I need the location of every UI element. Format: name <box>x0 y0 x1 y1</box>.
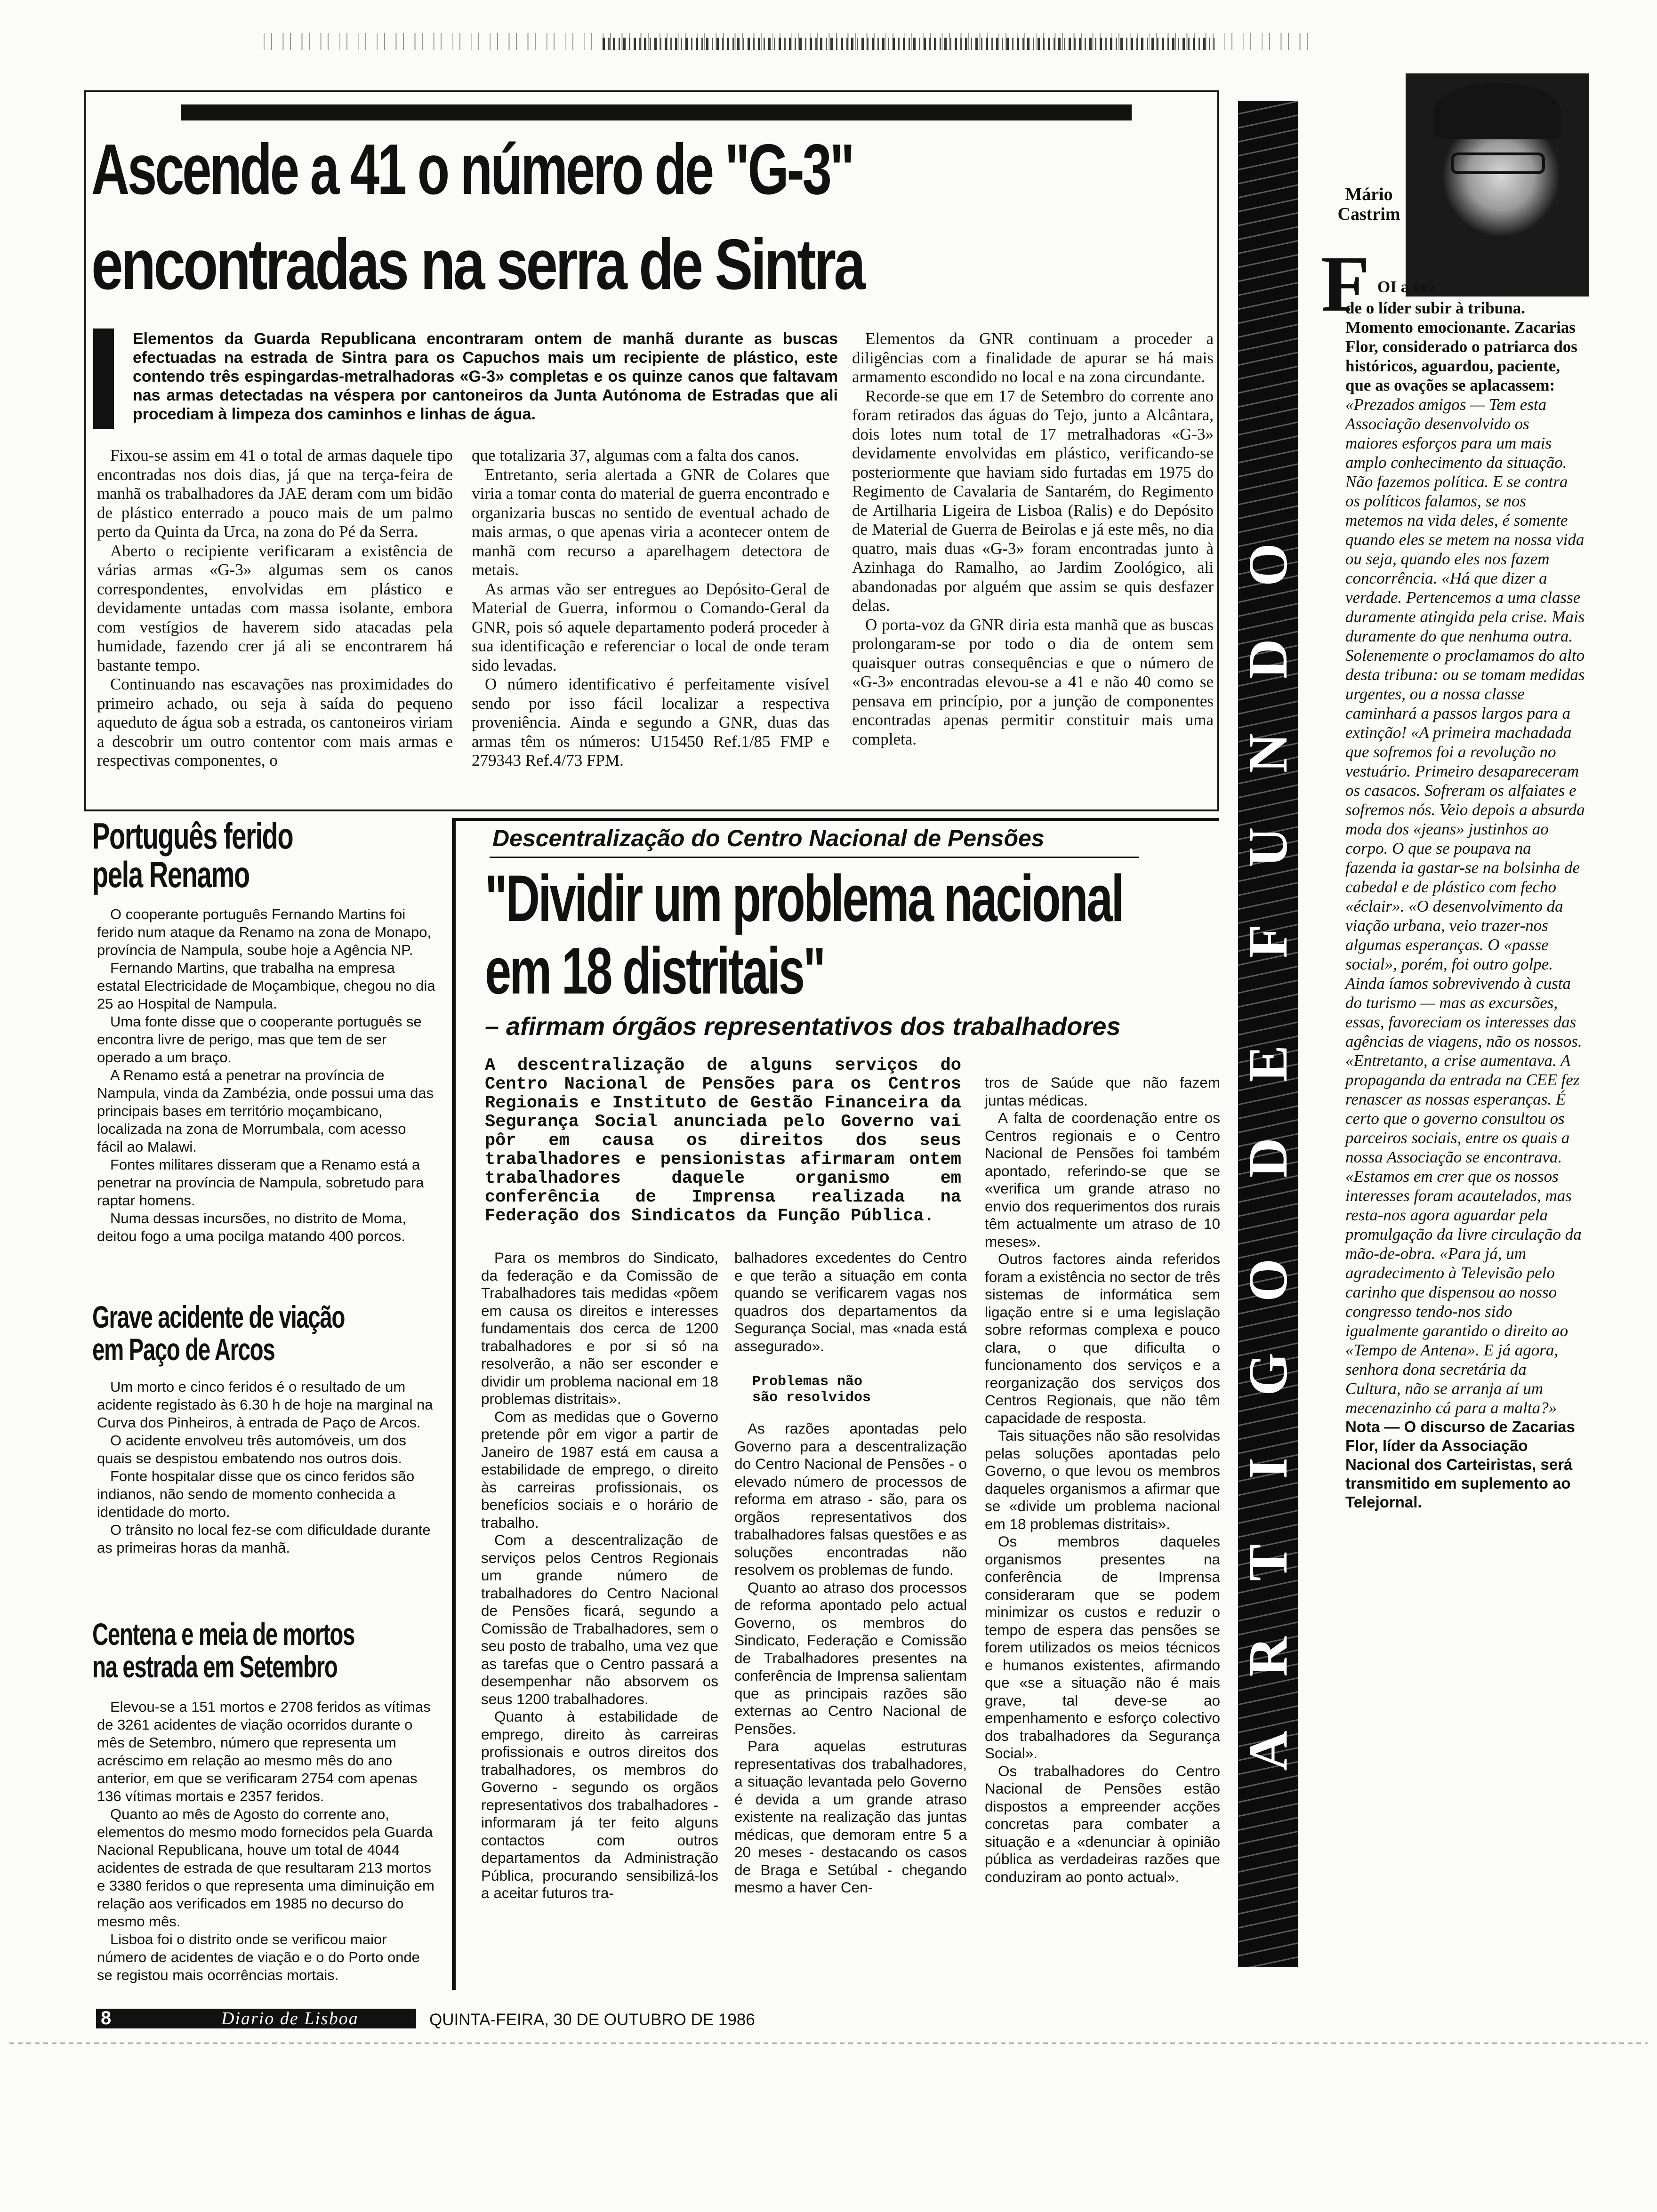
vertical-label-letter: T <box>1237 1544 1299 1581</box>
brief3-p1: Elevou-se a 151 mortos e 2708 feridos as vítimas de 3261 acidentes de viação ocorridos durante o mês de Setembro, número que representa um acréscimo em relação ao mesmo mês do ano anterior, em que se verificaram 2754 com apenas 136 vítimas mortais e 2357 feridos. <box>97 1699 431 1804</box>
brief2-p2: O acidente envolveu três automóveis, um dos quais se despistou embatendo nos outros dois. <box>97 1432 406 1467</box>
brief3-p3: Lisboa foi o distrito onde se verificou maior número de acidentes de viação e o do Porto onde se registou mais ocorrências mortais. <box>97 1931 420 1983</box>
author-photo <box>1406 73 1589 297</box>
author-photo-glasses <box>1451 152 1545 174</box>
vertical-label-letter: D <box>1237 1138 1299 1178</box>
column-first-line: OI a vez <box>1377 278 1436 296</box>
vertical-label-letter: I <box>1237 1458 1299 1479</box>
vertical-label-letter: O <box>1237 543 1299 586</box>
pension-col1-p3: Com a descentralização de serviços pelos Centros Regionais um grande número de trabalhadores do Centro Nacional de Pensões ficará, segundo a Comissão de Trabalhadores, sem o seu posto de trabalho, uma vez que as tarefas que o Centro passará a desempenhar não absorvem os seus 1200 trabalhadores. <box>481 1531 718 1707</box>
lead-side-bar <box>93 329 114 429</box>
brief3-body <box>97 1698 436 1984</box>
pension-col2-p4: Para aquelas estruturas representativas dos trabalhadores, a situação levantada pelo Governo é devida a um grande atraso existente na realização das juntas médicas, que demoram entre 5 a 20 meses - destacando os casos de Braga e Setúbal - chegando mesmo a haver Cen- <box>734 1738 967 1896</box>
vertical-label-letter: G <box>1237 1353 1299 1396</box>
pension-kicker: Descentralização do Centro Nacional de Pensões <box>492 825 1045 851</box>
brief2-body <box>97 1378 436 1557</box>
main-headline-line2: encontradas na serra de Sintra <box>91 224 864 305</box>
main-article-top-bar <box>181 104 1132 120</box>
pension-lead <box>485 1056 961 1226</box>
pension-subhead-line1: Problemas não <box>752 1374 863 1390</box>
brief1-p2: Fernando Martins, que trabalha na empresa estatal Electricidade de Moçambique, chegou no dia 25 ao Hospital de Nampula. <box>97 960 435 1012</box>
brief2-title <box>92 1301 345 1366</box>
brief1-p3: Uma fonte disse que o cooperante português se encontra livre de perigo, mas que tem de ser operado a um braço. <box>97 1013 422 1066</box>
main-col3-p3: O porta-voz da GNR diria esta manhã que as buscas prolongaram-se por todo o dia de ontem sem quaisquer outras consequências e que o número de «G-3» encontradas elevou-se a 41 e não 40 como se pensava em princípio, por a junção de componentes encontradas apenas permitir constituir mais uma completa. <box>852 615 1214 748</box>
pension-col1-p1: Para os membros do Sindicato, da federação e da Comissão de Trabalhadores tais medidas «põem em causa os direitos e interesses fundamentais dos cerca de 1200 trabalhadores e por si só na resolverão, a não ser esconder e dividir um problema nacional em 18 problemas distritais». <box>481 1249 718 1407</box>
pension-col2-p3: Quanto ao atraso dos processos de reforma apontado pelo actual Governo, os membros do Sindicato, Federação e Comissão de Trabalhadores presentes na conferência de Imprensa salientam que as principais razões são externas ao Centro Nacional de Pensões. <box>734 1579 967 1737</box>
brief2-p4: O trânsito no local fez-se com dificuldade durante as primeiras horas da manhã. <box>97 1522 431 1556</box>
brief1-title-line1: Português ferido <box>92 815 293 857</box>
column-note: Nota — O discurso de Zacarias Flor, líder da Associação Nacional dos Carteiristas, será transmitido em suplemento ao Telejornal. <box>1345 1418 1575 1511</box>
pension-col3-p6: Os trabalhadores do Centro Nacional de Pensões estão dispostos a empreender acções concretas para combater a situação e a «denunciar à opinião pública as verdadeiras razões que conduziram ao ponto actual». <box>985 1762 1220 1885</box>
author-photo-hair <box>1434 83 1561 139</box>
pension-col2-p2: As razões apontadas pelo Governo para a descentralização do Centro Nacional de Pensões - o elevado número de processos de reforma em atraso - são, para os orgãos representativos dos trabalhadores falsas questões e as soluções encontradas não resolvem os problemas de fundo. <box>734 1420 967 1578</box>
pension-col1-p2: Com as medidas que o Governo pretende pôr em vigor a partir de Janeiro de 1987 está em causa a estabilidade de emprego, o direito às carreiras profissionais, os benefícios sociais e o horário de trabalho. <box>481 1408 718 1531</box>
main-col2-p1: que totalizaria 37, algumas com a falta dos canos. <box>472 446 799 465</box>
vertical-label-letter: E <box>1237 1045 1299 1082</box>
main-col1-p3: Continuando nas escavações nas proximidades do primeiro achado, ou seja à saída do pequeno aqueduto de água sob a estrada, os cantoneiros viriam a descobrir um outro contentor com mais armas e respectivas componentes, o <box>97 675 453 769</box>
pension-subhead <box>734 1374 967 1406</box>
author-name <box>1336 184 1402 224</box>
brief1-p1: O cooperante português Fernando Martins foi ferido num ataque da Renamo na zona de Monapo, província de Nampula, soube hoje a Agência NP. <box>97 906 432 958</box>
main-headline-line1: Ascende a 41 o número de "G-3" <box>91 129 853 209</box>
pension-subtitle: – afirmam órgãos representativos dos trabalhadores <box>485 1012 1121 1041</box>
pension-col3-p1: tros de Saúde que não fazem juntas médicas. <box>985 1074 1220 1109</box>
pension-lead-text: A descentralização de alguns serviços do Centro Nacional de Pensões para os Centros Regionais e Instituto de Gestão Financeira da Segurança Social anunciada pelo Governo vai pôr em causa os direitos dos seus trabalhadores e pensionistas afirmaram ontem trabalhadores daquele organismo em conferência de Imprensa realizada na Federação dos Sindicatos da Função Pública. <box>485 1056 961 1226</box>
main-col1 <box>97 446 453 770</box>
main-col3-p2: Recorde-se que em 17 de Setembro do corrente ano foram retirados das águas do Tejo, junto a Alcântara, dois lotes num total de 17 metralhadoras «G-3» devidamente envolvidas em plástico, verificando-se posteriormente que haviam sido furtadas em 1975 do Regimento de Cavalaria de Santarém, do Regimento de Artilharia Ligeira de Lisboa (Ralis) e do Depósito de Material de Guerra de Beirolas e já este mês, no dia quatro, mais duas «G-3» foram encontradas junto à Azinhaga do Ramalho, ao Jardim Zoológico, ali abandonadas por alguém que assim se quis desfazer delas. <box>852 386 1214 615</box>
brief2-p1: Um morto e cinco feridos é o resultado de um acidente registado às 6.30 h de hoje na marginal na Curva dos Pinheiros, à entrada de Paço de Arcos. <box>97 1378 433 1431</box>
pension-col1 <box>481 1249 718 1902</box>
main-col1-p1: Fixou-se assim em 41 o total de armas daquele tipo encontradas nos dois dias, já que na terça-feira de manhã os trabalhadores da JAE deram com um bidão de plástico enterrado a pouco mais de um palmo perto da Quinta da Urca, na zona do Pé da Serra. <box>97 446 453 541</box>
vertical-label-letter: N <box>1237 733 1299 773</box>
pension-col2-p1: balhadores excedentes do Centro e que terão a situação em conta quando se verificarem vagas nos quadros dos departamentos da Segurança Social, mas «nada está assegurado». <box>734 1249 967 1354</box>
top-noise-strip-dark <box>603 38 1215 50</box>
pension-col3 <box>985 1074 1220 1886</box>
vertical-label-letter: F <box>1237 924 1299 959</box>
pension-title-line2: em 18 distritais" <box>485 934 824 1008</box>
brief1-p4: A Renamo está a penetrar na província de Nampula, vinda da Zambézia, onde possui uma das principais bases em território moçambicano, localizada na zona de Morrumbala, com acesso fácil ao Malawi. <box>97 1067 434 1155</box>
main-col2-p2: Entretanto, seria alertada a GNR de Colares que viria a tomar conta do material de guerra encontrado e organizaria buscas no sentido de eventual achado de mais armas, o que apenas viria a acontecer ontem de manhã com recurso a aparelhagem detectora de metais. <box>472 465 829 579</box>
pension-col1-p4: Quanto à estabilidade de emprego, direito às carreiras profissionais e outros direitos dos trabalhadores, os membros do Governo - segundo os orgãos representativos dos trabalhadores - informaram já ter feito alguns contactos com outros departamentos da Administração Pública, procurando sensibilizá-los a aceitar futuros tra- <box>481 1708 718 1901</box>
brief1-title <box>92 817 350 894</box>
brief3-p2: Quanto ao mês de Agosto do corrente ano, elementos do mesmo modo fornecidos pela Guarda Nacional Republicana, houve um total de 4044 acidentes de estrada de que resultaram 213 mortos e 3380 feridos o que representa uma diminuição em relação aos verificados em 1985 no decurso do mesmo mês. <box>97 1806 434 1930</box>
main-col2-p4: O número identificativo é perfeitamente visível sendo por isso fácil localizar a respectiva proveniência. Ainda e segundo a GNR, duas das armas têm os números: U15450 Ref.1/85 FMP e 279343 Ref.4/73 FPM. <box>472 675 829 769</box>
brief1-title-line2: pela Renamo <box>92 853 249 895</box>
main-col2-p3: As armas vão ser entregues ao Depósito-Geral de Material de Guerra, informou o Comando-Geral da GNR, pois só aquele departamento poderá proceder à sua identificação e referenciar o local de onde teram sido levadas. <box>472 579 829 674</box>
pension-kicker-rule <box>490 857 1139 858</box>
column-intro: de o líder subir à tribuna. Momento emocionante. Zacarias Flor, considerado o patriarca dos históricos, aguardou, paciente, que as ovações se aplacassem: <box>1345 299 1577 394</box>
main-lead-text: Elementos da Guarda Republicana encontraram ontem de manhã durante as buscas efectuadas na estrada de Sintra para os Capuchos mais um recipiente de plástico, este contendo três espingardas-metralhadoras «G-3» completas e os quinze canos que faltavam nas armas detectadas na véspera por cantoneiros da Junta Autónoma de Estradas que ali procediam à limpeza dos caminhos e linhas de água. <box>133 330 838 423</box>
footer-dashed-line <box>9 2043 1648 2044</box>
brief3-title-line1: Centena e meia de mortos <box>92 1617 354 1651</box>
main-lead <box>133 329 838 424</box>
main-col3-p1: Elementos da GNR continuam a proceder a diligências com a finalidade de apurar se há mais armamento escondido no local e na zona circundante. <box>852 329 1214 386</box>
pension-col3-p5: Os membros daqueles organismos presentes na conferência de Imprensa consideraram que se podem minimizar os custos e reduzir o tempo de espera das pensões se forem utilizados os meios técnicos e humanos existentes, afirmando que «se a situação não é mais grave, tal deve-se ao empenhamento e esforço colectivo dos trabalhadores da Segurança Social». <box>985 1533 1220 1762</box>
brief1-body <box>97 906 436 1245</box>
pension-title-line1: "Dividir um problema nacional <box>485 861 1123 935</box>
footer-masthead: Diario de Lisboa <box>221 2009 359 2028</box>
vertical-label-letter: R <box>1237 1636 1299 1677</box>
vertical-label-letter: O <box>1237 1258 1299 1302</box>
footer-date: QUINTA-FEIRA, 30 DE OUTUBRO DE 1986 <box>429 2011 755 2029</box>
pension-top-rule <box>452 818 1219 821</box>
main-col2 <box>472 446 829 770</box>
pension-col2 <box>734 1249 967 1897</box>
author-last-name: Castrim <box>1337 204 1400 224</box>
brief2-title-line1: Grave acidente de viação <box>92 1299 345 1334</box>
vertical-label-letter: U <box>1237 827 1299 867</box>
author-first-name: Mário <box>1345 184 1393 204</box>
footer-page-number: 8 <box>101 2008 112 2028</box>
column-dropcap: F <box>1321 240 1370 328</box>
column-text <box>1345 298 1585 1512</box>
brief1-p6: Numa dessas incursões, no distrito de Moma, deitou fogo a uma pocilga matando 400 porcos. <box>97 1210 406 1244</box>
pension-col3-p2: A falta de coordenação entre os Centros regionais e o Centro Nacional de Pensões foi também apontado, referindo-se que se «verifica um grande atraso no envio dos requerimentos dos rurais têm actualmente um atraso de 10 meses». <box>985 1109 1220 1250</box>
vertical-label-letter: D <box>1237 639 1299 679</box>
pension-side-bar <box>452 818 456 1990</box>
main-col1-p2: Aberto o recipiente verificaram a existência de várias armas «G-3» algumas sem os canos correspondentes, envolvidas em plástico e devidamente untadas com massa isolante, embora com vestígios de haverem sido atacadas pela humidade, fazendo crer já ali se encontrarem há bastante tempo. <box>97 541 453 674</box>
brief2-title-line2: em Paço de Arcos <box>92 1332 275 1367</box>
pension-col3-p3: Outros factores ainda referidos foram a existência no sector de três sistemas de informática sem ligação entre si e uma legislação sobre reformas complexa e pouco clara, o que dificulta o funcionamento dos serviços e a reorganização dos serviços dos Centros Regionais, que não têm capacidade de resposta. <box>985 1250 1220 1427</box>
main-col3 <box>852 329 1214 749</box>
pension-col3-p4: Tais situações não são resolvidas pelas soluções apontadas pelo Governo, o que levou os membros daqueles organismos a afirmar que se «divide um problema nacional em 18 problemas distritais». <box>985 1427 1220 1532</box>
brief3-title-line2: na estrada em Setembro <box>92 1649 338 1684</box>
brief2-p3: Fonte hospitalar disse que os cinco feridos são indianos, não sendo de momento conhecida a identidade do morto. <box>97 1468 415 1520</box>
pension-subhead-line2: são resolvidos <box>752 1390 871 1406</box>
brief3-title <box>92 1618 354 1683</box>
vertical-label-letter: A <box>1237 1731 1299 1771</box>
brief1-p5: Fontes militares disseram que a Renamo está a penetrar na província de Nampula, sobretudo para raptar homens. <box>97 1156 424 1209</box>
column-speech: «Prezados amigos — Tem esta Associação desenvolvido os maiores esforços para um mais amplo conhecimento da situação. Não fazemos política. E se contra os políticos falamos, se nos metemos na vida deles, é somente quando eles se metem na nossa vida ou seja, quando eles nos fazem concorrência. «Há que dizer a verdade. Pertencemos a uma classe duramente atingida pela crise. Mais duramente do que nenhuma outra. Solenemente o proclamamos do alto desta tribuna: ou se tomam medidas urgentes, ou a nossa classe caminhará a passos largos para a extinção! «A primeira machadada que sofremos foi a revolução no vestuário. Primeiro desapareceram os casacos. Sofreram os alfaiates e sofremos nós. Veio depois a absurda moda dos «jeans» justinhos ao corpo. O que se poupava na fazenda ia gastar-se na bolsinha de cabedal e de plástico com fecho «éclair». «O desenvolvimento da viação urbana, veio trazer-nos algumas esperanças. O «passe social», porém, foi outro golpe. Ainda íamos sobrevivendo à custa do turismo — mas as excursões, essas, favoreciam os interesses das agências de viagens, não os nossos. «Entretanto, a crise aumentava. A propaganda da entrada na CEE fez renascer as nossas esperanças. É certo que o governo consultou os parceiros sociais, entre os quais a nossa Associação se encontrava. «Estamos em crer que os nossos interesses foram acautelados, mas resta-nos agora aguardar pela promulgação da livre circulação da mão-de-obra. «Para já, um agradecimento à Televisão pelo carinho que dispensou ao nosso congresso tendo-nos sido igualmente garantido o direito ao «Tempo de Antena». E já agora, senhora dona secretária da Cultura, não se arranja aí um mecenazinho cá para a malta?» <box>1345 395 1585 1417</box>
